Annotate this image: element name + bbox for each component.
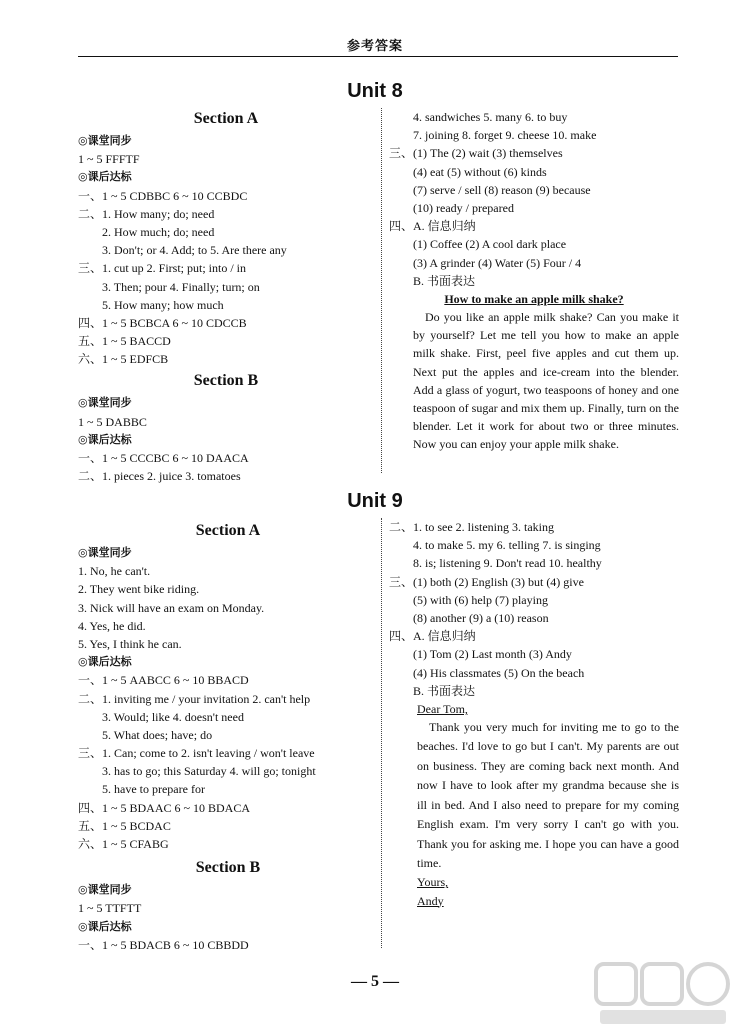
unit8-right-answers (389, 108, 679, 290)
answer-line: (8) another (9) a (10) reason (413, 610, 549, 625)
header-rule (78, 56, 678, 57)
answer-line: (4) His classmates (5) On the beach (413, 665, 585, 680)
answer-line: 3. Don't; or 4. Add; to 5. Are there any (102, 243, 287, 258)
answer-line: 二、1. inviting me / your invitation 2. can't help (78, 691, 311, 706)
answer-line: 1 ~ 5 FFFTF (78, 152, 140, 167)
subsection-label: ◎课堂同步 (78, 134, 132, 147)
answer-line: 4. Yes, he did. (78, 618, 146, 633)
answer-line: 2. They went bike riding. (78, 582, 200, 597)
essay-title: How to make an apple milk shake? (444, 291, 624, 306)
answer-line: 四、1 ~ 5 BDAAC 6 ~ 10 BDACA (78, 800, 250, 815)
answer-line: 四、A. 信息归纳 (389, 219, 476, 234)
unit8-section-b-answers (78, 394, 374, 485)
answer-line: 3. Nick will have an exam on Monday. (78, 600, 265, 615)
answer-line: (3) A grinder (4) Water (5) Four / 4 (413, 255, 582, 270)
answer-line: 5. Yes, I think he can. (78, 636, 182, 651)
letter-greeting: Dear Tom, (417, 701, 468, 716)
answer-line: 2. How much; do; need (102, 224, 215, 239)
answer-line: 三、(1) The (2) wait (3) themselves (389, 146, 563, 161)
answer-line: 7. joining 8. forget 9. cheese 10. make (413, 128, 597, 143)
unit9-left-column (78, 518, 378, 954)
answer-line: 一、1 ~ 5 AABCC 6 ~ 10 BBACD (78, 673, 249, 688)
answer-line: 8. is; listening 9. Don't read 10. healthy (413, 556, 602, 571)
page-header: 参考答案 (346, 39, 403, 54)
answer-line: 1 ~ 5 TTFTT (78, 901, 142, 916)
answer-line: 5. What does; have; do (102, 727, 213, 742)
answer-line: 六、1 ~ 5 CFABG (78, 837, 169, 851)
answer-line: 1 ~ 5 DABBC (78, 414, 147, 429)
subsection-label: ◎课后达标 (78, 170, 132, 184)
section-b-heading: Section B (195, 859, 261, 877)
answer-line: 二、1. How many; do; need (78, 206, 215, 221)
answer-line: 四、1 ~ 5 BCBCA 6 ~ 10 CDCCB (78, 315, 247, 330)
answer-line: 三、1. Can; come to 2. isn't leaving / won't leave (78, 746, 315, 761)
section-a-heading: Section A (195, 522, 261, 539)
letter-signature: Andy (417, 893, 444, 908)
answer-line: (5) with (6) help (7) playing (413, 592, 548, 607)
watermark-logo (592, 958, 732, 1028)
unit8-left-column (78, 106, 374, 485)
essay-text: Do you like an apple milk shake? Can you make it by yourself? Let me tell you how to make an apple milk shake. First, peel five apples and cut them up. Next put the apples and ice-cream into the blender. Add a glass of yogurt, two teaspoons of honey and one teaspoon of sugar and mix them up. Finally, turn on the blender. Let it work for about two or three minutes. Now you can enjoy your apple milk shake. (413, 310, 679, 452)
page-number: — 5 — (351, 973, 399, 990)
unit9-right-column (389, 518, 679, 910)
subsection-label: ◎课堂同步 (78, 396, 132, 410)
unit9-title: Unit 9 (347, 490, 403, 512)
answer-line: (1) Coffee (2) A cool dark place (413, 237, 567, 252)
section-a-heading: Section A (193, 110, 259, 127)
answer-line: (4) eat (5) without (6) kinds (413, 164, 547, 179)
answer-line: 5. How many; how much (102, 297, 224, 312)
answer-line: 三、(1) both (2) English (3) but (4) give (389, 574, 584, 589)
answer-line: 六、1 ~ 5 EDFCB (78, 352, 169, 367)
answer-line: (7) serve / sell (8) reason (9) because (413, 182, 591, 197)
answer-line: 二、1. pieces 2. juice 3. tomatoes (78, 469, 241, 484)
letter-body: Thank you very much for inviting me to go to the beaches. I'd love to go but I can't. My parents are out on business. They are coming back next month. And now I have to look after my grandma because she is ill in bed. And I also need to prepare for my coming English exam. I'm very sorry I can't go with you. Thank you for asking me. I hope you can have a good time. (417, 720, 679, 870)
answer-line: 4. to make 5. my 6. telling 7. is singing (413, 538, 601, 553)
answer-line: 一、1 ~ 5 CCCBC 6 ~ 10 DAACA (78, 451, 249, 465)
answer-line: 3. Then; pour 4. Finally; turn; on (102, 279, 260, 294)
answer-line: 三、1. cut up 2. First; put; into / in (78, 261, 247, 276)
answer-line: 四、A. 信息归纳 (389, 629, 476, 644)
answer-line: B. 书面表达 (413, 683, 476, 698)
unit9-section-b-answers (78, 881, 378, 954)
answer-line: 3. has to go; this Saturday 4. will go; tonight (102, 764, 316, 779)
column-divider (381, 108, 382, 473)
answer-line: 5. have to prepare for (102, 782, 205, 797)
answer-line: 3. Would; like 4. doesn't need (102, 709, 244, 724)
unit8-section-a-answers (78, 132, 374, 368)
subsection-label: ◎课后达标 (78, 919, 132, 933)
answer-line: 五、1 ~ 5 BCDAC (78, 818, 171, 833)
answer-line: 五、1 ~ 5 BACCD (78, 334, 171, 349)
answer-line: 一、1 ~ 5 CDBBC 6 ~ 10 CCBDC (78, 188, 248, 203)
subsection-label: ◎课堂同步 (78, 546, 132, 559)
letter-closing: Yours, (417, 875, 449, 890)
answer-line: 二、1. to see 2. listening 3. taking (389, 520, 554, 534)
subsection-label: ◎课后达标 (78, 432, 132, 446)
answer-line: (1) Tom (2) Last month (3) Andy (413, 647, 572, 662)
unit9-section-a-answers (78, 544, 378, 853)
answer-line: B. 书面表达 (413, 273, 476, 288)
section-b-heading: Section B (193, 372, 259, 390)
unit9-right-answers (389, 518, 679, 700)
answer-line: 4. sandwiches 5. many 6. to buy (413, 110, 568, 124)
answer-line: 一、1 ~ 5 BDACB 6 ~ 10 CBBDD (78, 937, 249, 952)
subsection-label: ◎课堂同步 (78, 883, 132, 897)
answer-line: (10) ready / prepared (413, 200, 514, 215)
unit8-right-column (389, 108, 679, 454)
column-divider (381, 518, 382, 948)
subsection-label: ◎课后达标 (78, 655, 132, 669)
answer-line: 1. No, he can't. (78, 564, 151, 579)
unit8-title: Unit 8 (347, 80, 403, 102)
